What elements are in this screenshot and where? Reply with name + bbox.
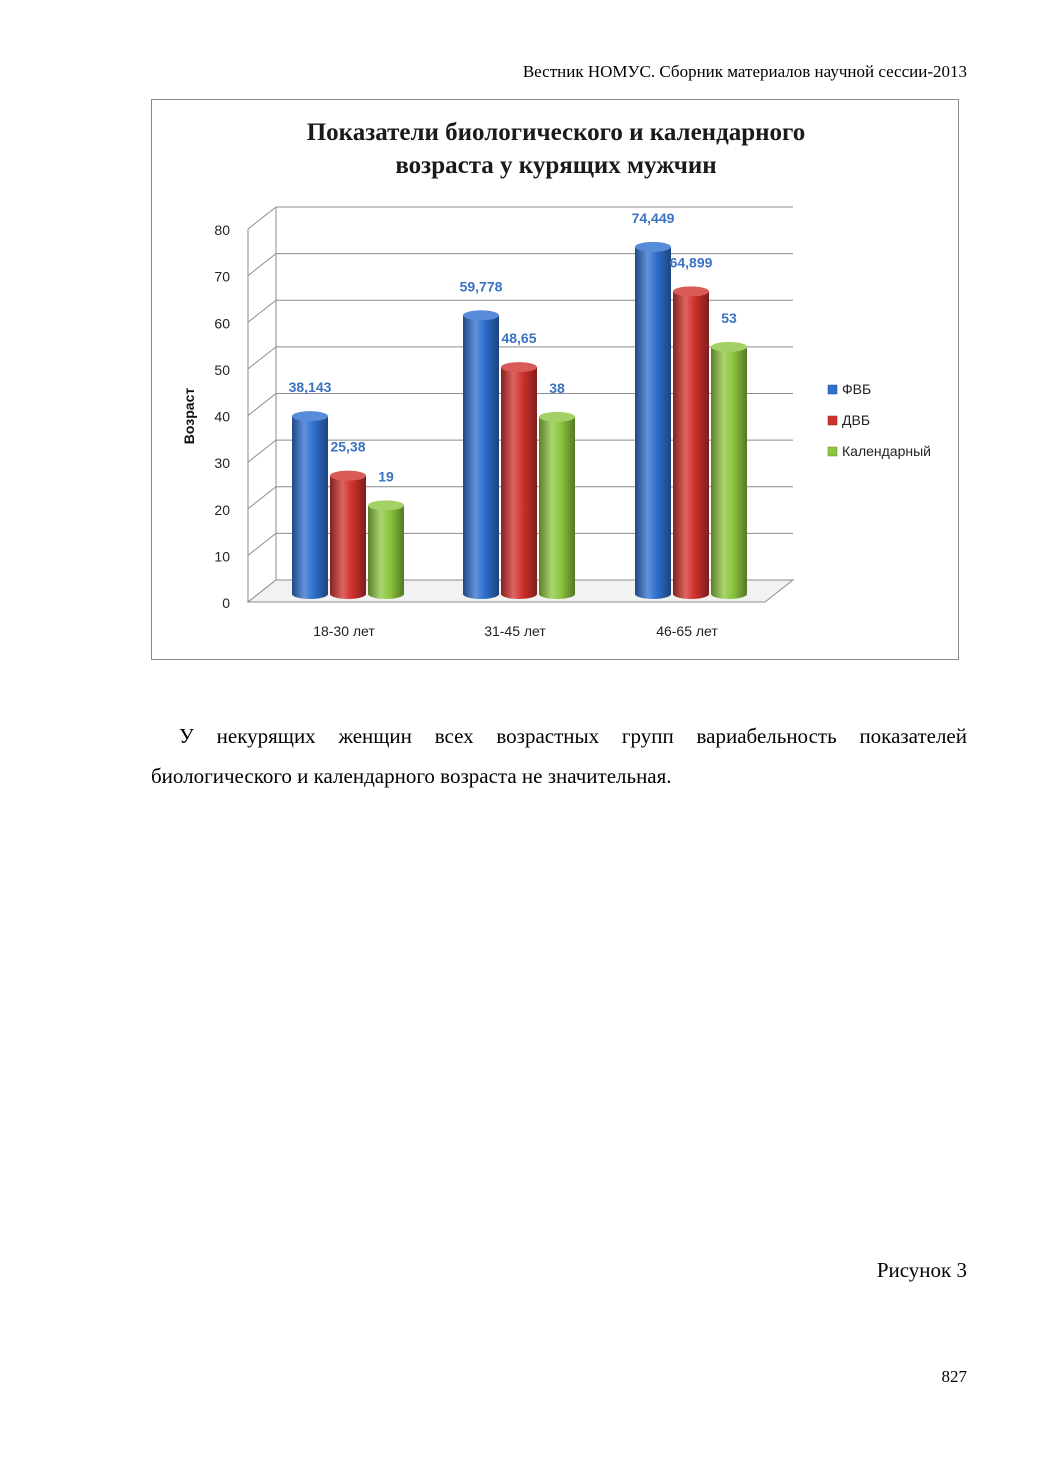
y-axis-label: Возраст: [181, 387, 197, 445]
chart-title-line-1: Показатели биологического и календарного: [306, 119, 806, 146]
x-category-label: 31-45 лет: [484, 623, 546, 639]
legend-swatch: [828, 447, 837, 456]
data-label: 38,143: [288, 379, 332, 396]
y-tick-label: 70: [214, 268, 230, 285]
bar-body: [673, 291, 709, 599]
bar-chart: [152, 100, 958, 659]
page-number: 827: [941, 1367, 967, 1386]
bar-body: [501, 367, 537, 599]
y-tick-label: 80: [214, 222, 230, 238]
y-tick-label: 40: [214, 408, 230, 425]
y-tick-label: 10: [214, 548, 230, 565]
bar-body: [635, 247, 671, 599]
y-tick-label: 20: [214, 501, 230, 518]
gridline-side: [248, 347, 276, 369]
data-label: 64,899: [669, 254, 713, 271]
chart-title: [232, 116, 880, 182]
data-label: 74,449: [631, 209, 675, 226]
bar-body: [330, 476, 366, 599]
bar-body: [292, 416, 328, 599]
body-paragraph-text: У некурящих женщин всех возрастных групп вариабельность показателей биологического и календарного возраста не значительная.: [151, 724, 967, 788]
bar: [501, 362, 537, 599]
bar-top: [711, 342, 747, 352]
bar-body: [711, 347, 747, 599]
bar-body: [539, 417, 575, 599]
bar-top: [635, 242, 671, 252]
bar: [292, 411, 328, 599]
y-tick-label: 0: [222, 595, 230, 611]
data-label: 19: [378, 468, 394, 485]
bar: [368, 500, 404, 599]
x-category-label: 46-65 лет: [656, 623, 718, 639]
data-label: 53: [721, 309, 737, 326]
data-label: 25,38: [330, 438, 366, 455]
bar-top: [463, 310, 499, 320]
bar: [635, 242, 671, 599]
bar-top: [292, 411, 328, 421]
gridline-side: [248, 254, 276, 276]
x-category-label: 18-30 лет: [313, 623, 375, 639]
bar: [539, 412, 575, 599]
bar-top: [330, 471, 366, 481]
bar: [711, 342, 747, 599]
body-paragraph: [151, 716, 967, 796]
legend-label: ДВБ: [842, 412, 871, 428]
bar-top: [368, 500, 404, 510]
legend-swatch: [828, 416, 837, 425]
bar: [673, 286, 709, 599]
bar: [330, 471, 366, 599]
gridline-side: [248, 300, 276, 322]
gridline-side: [248, 533, 276, 555]
legend-label: Календарный: [842, 443, 931, 459]
gridline-side: [248, 440, 276, 462]
bar-body: [368, 505, 404, 599]
data-label: 48,65: [501, 330, 537, 347]
bar-body: [463, 315, 499, 599]
chart-figure: [151, 99, 959, 660]
y-tick-label: 60: [214, 315, 230, 332]
bar-top: [501, 362, 537, 372]
bar: [463, 310, 499, 599]
data-label: 38: [549, 379, 565, 396]
bar-top: [673, 286, 709, 296]
gridline-side: [248, 487, 276, 509]
chart-title-line-2: возраста у курящих мужчин: [395, 152, 717, 179]
legend-label: ФВБ: [842, 381, 872, 397]
y-tick-label: 50: [214, 361, 230, 378]
running-header: Вестник НОМУС. Сборник материалов научной сессии-2013: [522, 62, 967, 81]
gridline-side: [248, 394, 276, 416]
gridline-side: [248, 207, 276, 229]
figure-caption: Рисунок 3: [876, 1258, 967, 1282]
y-tick-label: 30: [214, 455, 230, 472]
bar-top: [539, 412, 575, 422]
legend-swatch: [828, 385, 837, 394]
data-label: 59,778: [459, 278, 503, 295]
